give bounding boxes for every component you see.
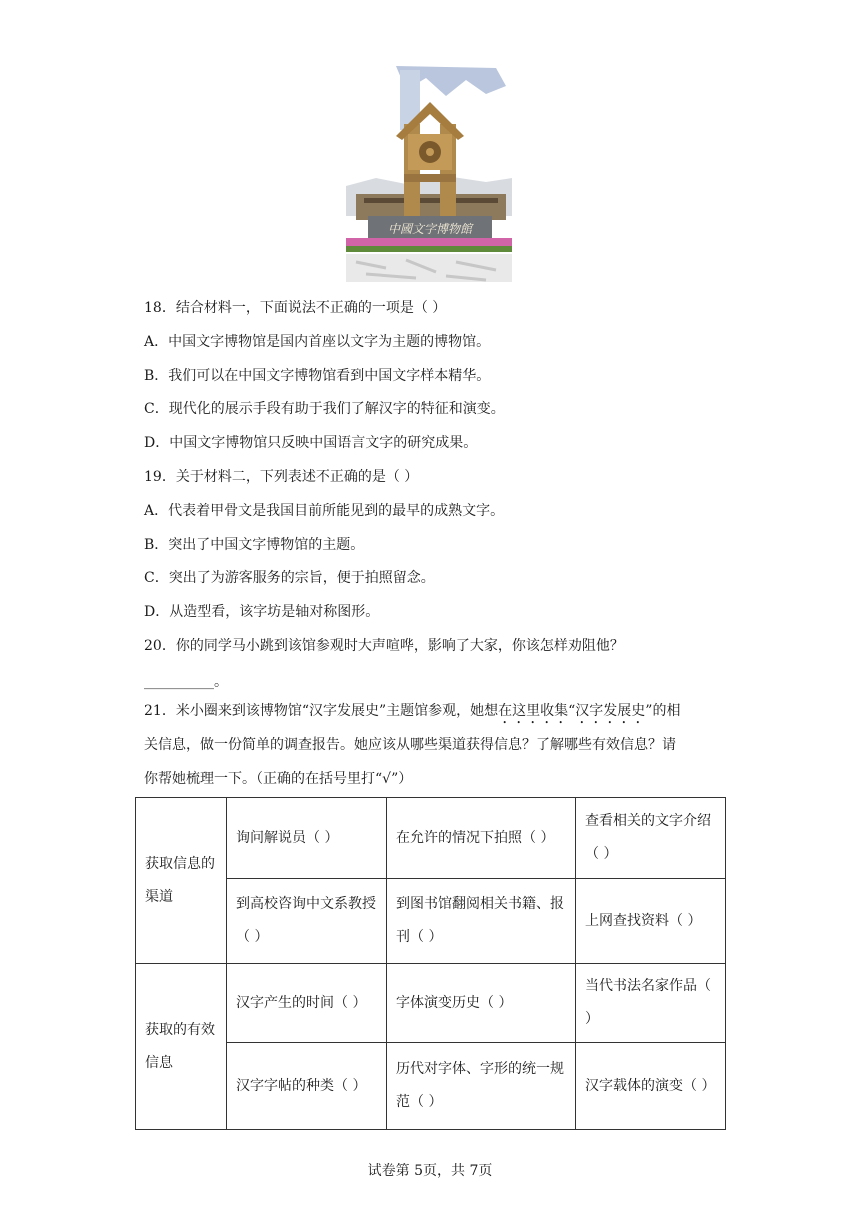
question-18-option-d: D．中国文字博物馆只反映中国语言文字的研究成果。 <box>144 435 478 451</box>
question-21-line-3: 你帮她梳理一下。（正确的在括号里打“√”） <box>144 771 413 787</box>
question-19-option-b: B．突出了中国文字博物馆的主题。 <box>144 537 365 553</box>
channel-text-intro-cell: 查看相关的文字介绍（ ） <box>576 798 726 879</box>
info-standardization-cell: 历代对字体、字形的统一规范（ ） <box>387 1043 576 1130</box>
channel-photo-cell: 在允许的情况下拍照（ ） <box>387 798 576 879</box>
channel-library-cell: 到图书馆翻阅相关书籍、报刊（ ） <box>387 879 576 964</box>
channels-header-cell: 获取信息的渠道 <box>136 798 227 964</box>
survey-table <box>135 797 726 1130</box>
question-19-option-c: C．突出了为游客服务的宗旨，便于拍照留念。 <box>144 570 435 586</box>
question-21-line-1-end: 的相 <box>652 703 681 719</box>
question-21-line-1 <box>144 701 680 727</box>
question-19-stem: 19．关于材料二，下列表述不正确的是（ ） <box>144 469 419 485</box>
table-row <box>136 964 726 1043</box>
info-font-history-cell: 字体演变历史（ ） <box>387 964 576 1043</box>
info-header-cell: 获取的有效信息 <box>136 964 227 1130</box>
question-21-emphasis-text: 在这里收集“汉字发展史” <box>498 703 653 719</box>
question-21-line-1-start: 21．米小圈来到该博物馆“汉字发展史”主题馆参观，她想 <box>144 703 499 719</box>
info-calligraphy-cell: 当代书法名家作品（ ） <box>576 964 726 1043</box>
channel-professor-cell: 到高校咨询中文系教授（ ） <box>227 879 387 964</box>
museum-photo <box>346 66 512 282</box>
question-19-option-a: A．代表着甲骨文是我国目前所能见到的最早的成熟文字。 <box>144 503 505 519</box>
channel-internet-cell: 上网查找资料（ ） <box>576 879 726 964</box>
question-19-option-d: D．从造型看，该字坊是轴对称图形。 <box>144 604 380 620</box>
info-copybook-cell: 汉字字帖的种类（ ） <box>227 1043 387 1130</box>
channel-ask-guide-cell: 询问解说员（ ） <box>227 798 387 879</box>
question-20-answer-blank: __________。 <box>144 674 228 690</box>
info-carrier-cell: 汉字载体的演变（ ） <box>576 1043 726 1130</box>
question-18-option-c: C．现代化的展示手段有助于我们了解汉字的特征和演变。 <box>144 401 505 417</box>
museum-sign-text: 中國文字博物館 <box>387 222 473 236</box>
question-18-stem: 18．结合材料一，下面说法不正确的一项是（ ） <box>144 300 447 316</box>
info-origin-time-cell: 汉字产生的时间（ ） <box>227 964 387 1043</box>
question-18-option-a: A．中国文字博物馆是国内首座以文字为主题的博物馆。 <box>144 334 491 350</box>
page-footer: 试卷第 5页，共 7页 <box>367 1163 493 1179</box>
question-20-stem: 20．你的同学马小跳到该馆参观时大声喧哗，影响了大家，你该怎样劝阻他？ <box>144 638 624 654</box>
table-row <box>136 798 726 879</box>
question-21-line-2: 关信息，做一份简单的调查报告。她应该从哪些渠道获得信息？了解哪些有效信息？请 <box>144 737 676 753</box>
question-18-option-b: B．我们可以在中国文字博物馆看到中国文字样本精华。 <box>144 368 491 384</box>
